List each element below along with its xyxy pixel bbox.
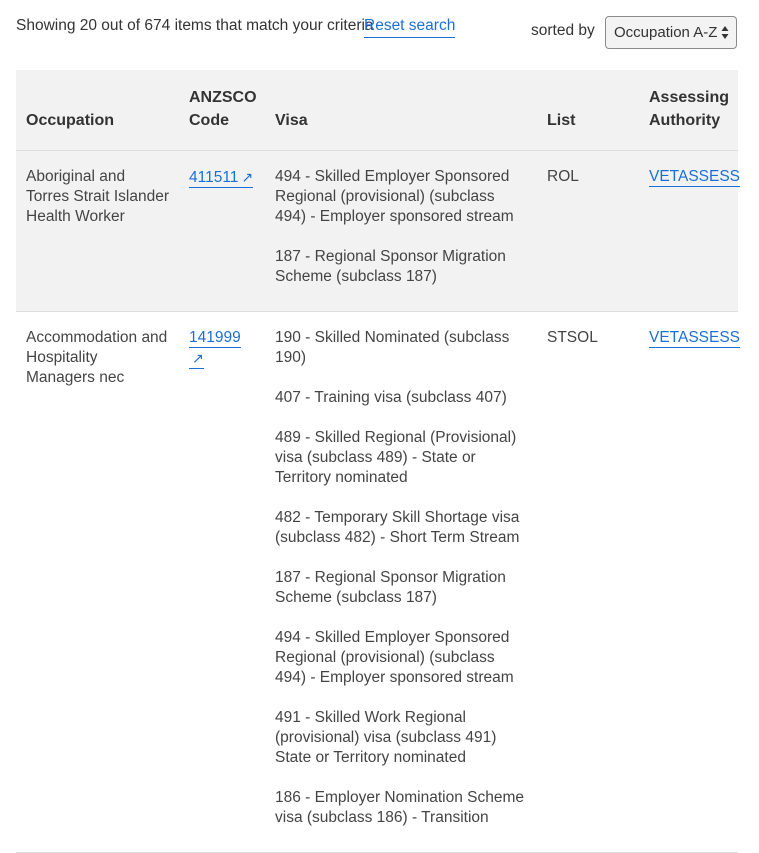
sort-select[interactable] [605, 16, 737, 49]
anzsco-code-link[interactable]: 411511 ↗ [189, 169, 254, 186]
table-row [16, 151, 738, 312]
visa-item: 489 - Skilled Regional (Provisional) visa (subclass 489) - State or Territory nominated [275, 429, 517, 486]
results-bar [16, 14, 738, 50]
visa-item: 187 - Regional Sponsor Migration Scheme (subclass 187) [275, 248, 506, 285]
visa-item: 494 - Skilled Employer Sponsored Regional (provisional) (subclass 494) - Employer sponsored stream [275, 629, 514, 686]
external-link-icon: ↗ [241, 169, 254, 185]
sort-selected-value: Occupation A-Z [614, 24, 718, 41]
select-arrows-icon [721, 25, 729, 40]
visa-item: 407 - Training visa (subclass 407) [275, 389, 507, 406]
header-visa: Visa [265, 70, 537, 151]
visa-cell [265, 151, 537, 312]
reset-search-link[interactable]: Reset search [364, 17, 455, 38]
visa-cell [265, 312, 537, 853]
external-link-icon: ↗ [192, 350, 204, 366]
assessing-authority-link[interactable]: VETASSESS [649, 168, 741, 185]
anzsco-code-link[interactable]: 141999↗ [189, 329, 241, 369]
occupation-cell: Accommodation and Hospitality Managers nec [16, 312, 179, 853]
table-header-row [16, 70, 738, 151]
list-cell: STSOL [537, 312, 639, 853]
visa-item: 190 - Skilled Nominated (subclass 190) [275, 329, 510, 366]
authority-cell [639, 151, 741, 312]
header-list: List [537, 70, 639, 151]
visa-item: 494 - Skilled Employer Sponsored Regional (provisional) (subclass 494) - Employer sponsored stream [275, 168, 514, 225]
visa-item: 186 - Employer Nomination Scheme visa (subclass 186) - Transition [275, 789, 524, 826]
authority-cell [639, 312, 741, 853]
header-occupation: Occupation [16, 70, 179, 151]
table-row [16, 312, 738, 853]
occupation-table [16, 70, 741, 853]
results-summary: Showing 20 out of 674 items that match your criteria [16, 17, 374, 34]
list-cell: ROL [537, 151, 639, 312]
assessing-authority-link[interactable]: VETASSESS [649, 329, 741, 346]
header-anzsco-code: ANZSCO Code [179, 70, 265, 151]
occupation-cell: Aboriginal and Torres Strait Islander Health Worker [16, 151, 179, 312]
visa-item: 491 - Skilled Work Regional (provisional) visa (subclass 491) State or Territory nominated [275, 709, 497, 766]
code-cell [179, 151, 265, 312]
header-assessing-authority: Assessing Authority [639, 70, 738, 151]
sort-label: sorted by [531, 22, 595, 39]
visa-item: 187 - Regional Sponsor Migration Scheme (subclass 187) [275, 569, 506, 606]
code-cell [179, 312, 265, 853]
visa-item: 482 - Temporary Skill Shortage visa (subclass 482) - Short Term Stream [275, 509, 520, 546]
